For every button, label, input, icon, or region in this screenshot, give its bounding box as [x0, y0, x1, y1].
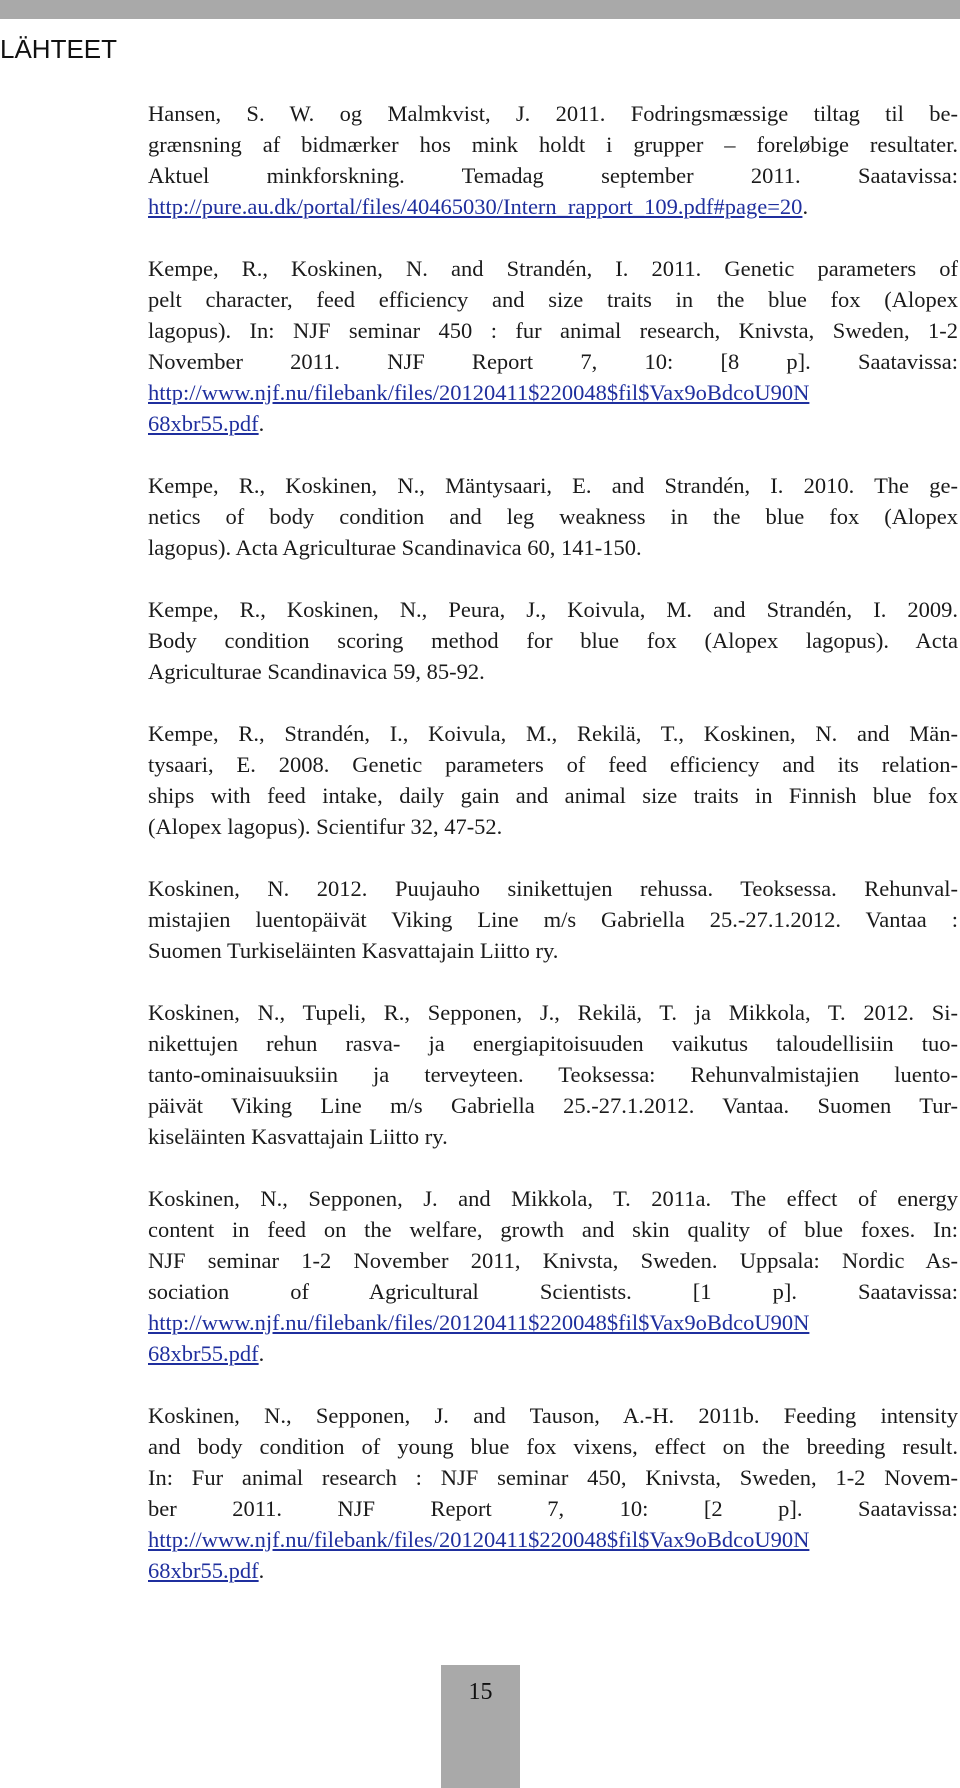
- reference-link-line: [148, 191, 958, 222]
- reference-line: Koskinen, N., Sepponen, J. and Mikkola, T. 2011a. The effect of energy: [148, 1186, 958, 1211]
- reference-line: ber 2011. NJF Report 7, 10: [2 p]. Saatavissa:: [148, 1496, 958, 1521]
- reference-line: ships with feed intake, daily gain and animal size traits in Finnish blue fox: [148, 783, 958, 808]
- reference-tail: .: [258, 1341, 265, 1366]
- reference-entry: [148, 1400, 958, 1586]
- reference-line: Kempe, R., Koskinen, N., Peura, J., Koivula, M. and Strandén, I. 2009.: [148, 597, 958, 622]
- reference-line: grænsning af bidmærker hos mink holdt i grupper – foreløbige resultater.: [148, 132, 958, 157]
- reference-line: content in feed on the welfare, growth and skin quality of blue foxes. In:: [148, 1217, 958, 1242]
- page-number-box: [441, 1665, 520, 1788]
- reference-line: Kempe, R., Strandén, I., Koivula, M., Rekilä, T., Koskinen, N. and Män-: [148, 721, 958, 746]
- reference-link[interactable]: 68xbr55.pdf: [148, 411, 259, 436]
- reference-link-line: [148, 1307, 958, 1338]
- reference-entry: [148, 1183, 958, 1369]
- page-heading: LÄHTEET: [0, 34, 118, 64]
- reference-line: Body condition scoring method for blue fox (Alopex lagopus). Acta: [148, 628, 958, 653]
- reference-link[interactable]: http://www.njf.nu/filebank/files/20120411$220048$fil$Vax9oBdcoU90N: [148, 1527, 810, 1552]
- reference-line: Koskinen, N. 2012. Puujauho sinikettujen rehussa. Teoksessa. Rehunval-: [148, 876, 958, 901]
- reference-line: netics of body condition and leg weakness in the blue fox (Alopex: [148, 504, 958, 529]
- reference-line: nikettujen rehun rasva- ja energiapitoisuuden vaikutus taloudellisiin tuo-: [148, 1031, 958, 1056]
- reference-tail: .: [802, 194, 809, 219]
- reference-line: Hansen, S. W. og Malmkvist, J. 2011. Fodringsmæssige tiltag til be-: [148, 101, 958, 126]
- reference-line: November 2011. NJF Report 7, 10: [8 p]. Saatavissa:: [148, 349, 958, 374]
- reference-line: Suomen Turkiseläinten Kasvattajain Liitto ry.: [148, 938, 559, 963]
- reference-link-line: [148, 1338, 958, 1369]
- reference-entry: [148, 98, 958, 222]
- reference-line: Koskinen, N., Sepponen, J. and Tauson, A.-H. 2011b. Feeding intensity: [148, 1403, 958, 1428]
- reference-link[interactable]: 68xbr55.pdf: [148, 1558, 259, 1583]
- reference-line: and body condition of young blue fox vixens, effect on the breeding result.: [148, 1434, 958, 1459]
- reference-entry: [148, 873, 958, 966]
- reference-entry: [148, 718, 958, 842]
- reference-link-line: [148, 1555, 958, 1586]
- reference-tail: .: [258, 1558, 265, 1583]
- reference-link-line: [148, 377, 958, 408]
- reference-line: tysaari, E. 2008. Genetic parameters of feed efficiency and its relation-: [148, 752, 958, 777]
- reference-entry: [148, 997, 958, 1152]
- reference-link[interactable]: http://www.njf.nu/filebank/files/20120411$220048$fil$Vax9oBdcoU90N: [148, 380, 810, 405]
- reference-line: lagopus). Acta Agriculturae Scandinavica 60, 141-150.: [148, 535, 642, 560]
- reference-line: kiseläinten Kasvattajain Liitto ry.: [148, 1124, 448, 1149]
- reference-line: tanto-ominaisuuksiin ja terveyteen. Teoksessa: Rehunvalmistajien luento-: [148, 1062, 958, 1087]
- reference-link[interactable]: http://www.njf.nu/filebank/files/20120411$220048$fil$Vax9oBdcoU90N: [148, 1310, 810, 1335]
- reference-line: Kempe, R., Koskinen, N., Mäntysaari, E. and Strandén, I. 2010. The ge-: [148, 473, 958, 498]
- reference-line: sociation of Agricultural Scientists. [1 p]. Saatavissa:: [148, 1279, 958, 1304]
- reference-line: (Alopex lagopus). Scientifur 32, 47-52.: [148, 814, 503, 839]
- reference-line: päivät Viking Line m/s Gabriella 25.-27.1.2012. Vantaa. Suomen Tur-: [148, 1093, 958, 1118]
- reference-line: Koskinen, N., Tupeli, R., Sepponen, J., Rekilä, T. ja Mikkola, T. 2012. Si-: [148, 1000, 958, 1025]
- reference-line: In: Fur animal research : NJF seminar 450, Knivsta, Sweden, 1-2 Novem-: [148, 1465, 958, 1490]
- reference-entry: [148, 594, 958, 687]
- reference-line: NJF seminar 1-2 November 2011, Knivsta, Sweden. Uppsala: Nordic As-: [148, 1248, 958, 1273]
- reference-entry: [148, 470, 958, 563]
- reference-link[interactable]: http://pure.au.dk/portal/files/40465030/Intern_rapport_109.pdf#page=20: [148, 194, 803, 219]
- reference-entry: [148, 253, 958, 439]
- top-divider-bar: [0, 0, 960, 19]
- reference-line: mistajien luentopäivät Viking Line m/s Gabriella 25.-27.1.2012. Vantaa :: [148, 907, 958, 932]
- reference-list: [148, 98, 958, 1617]
- reference-line: lagopus). In: NJF seminar 450 : fur animal research, Knivsta, Sweden, 1-2: [148, 318, 958, 343]
- reference-line: Agriculturae Scandinavica 59, 85-92.: [148, 659, 485, 684]
- reference-link-line: [148, 408, 958, 439]
- reference-link-line: [148, 1524, 958, 1555]
- reference-tail: .: [258, 411, 265, 436]
- reference-line: pelt character, feed efficiency and size traits in the blue fox (Alopex: [148, 287, 958, 312]
- reference-line: Aktuel minkforskning. Temadag september 2011. Saatavissa:: [148, 163, 958, 188]
- reference-line: Kempe, R., Koskinen, N. and Strandén, I. 2011. Genetic parameters of: [148, 256, 958, 281]
- reference-link[interactable]: 68xbr55.pdf: [148, 1341, 259, 1366]
- page-number: 15: [468, 1679, 493, 1705]
